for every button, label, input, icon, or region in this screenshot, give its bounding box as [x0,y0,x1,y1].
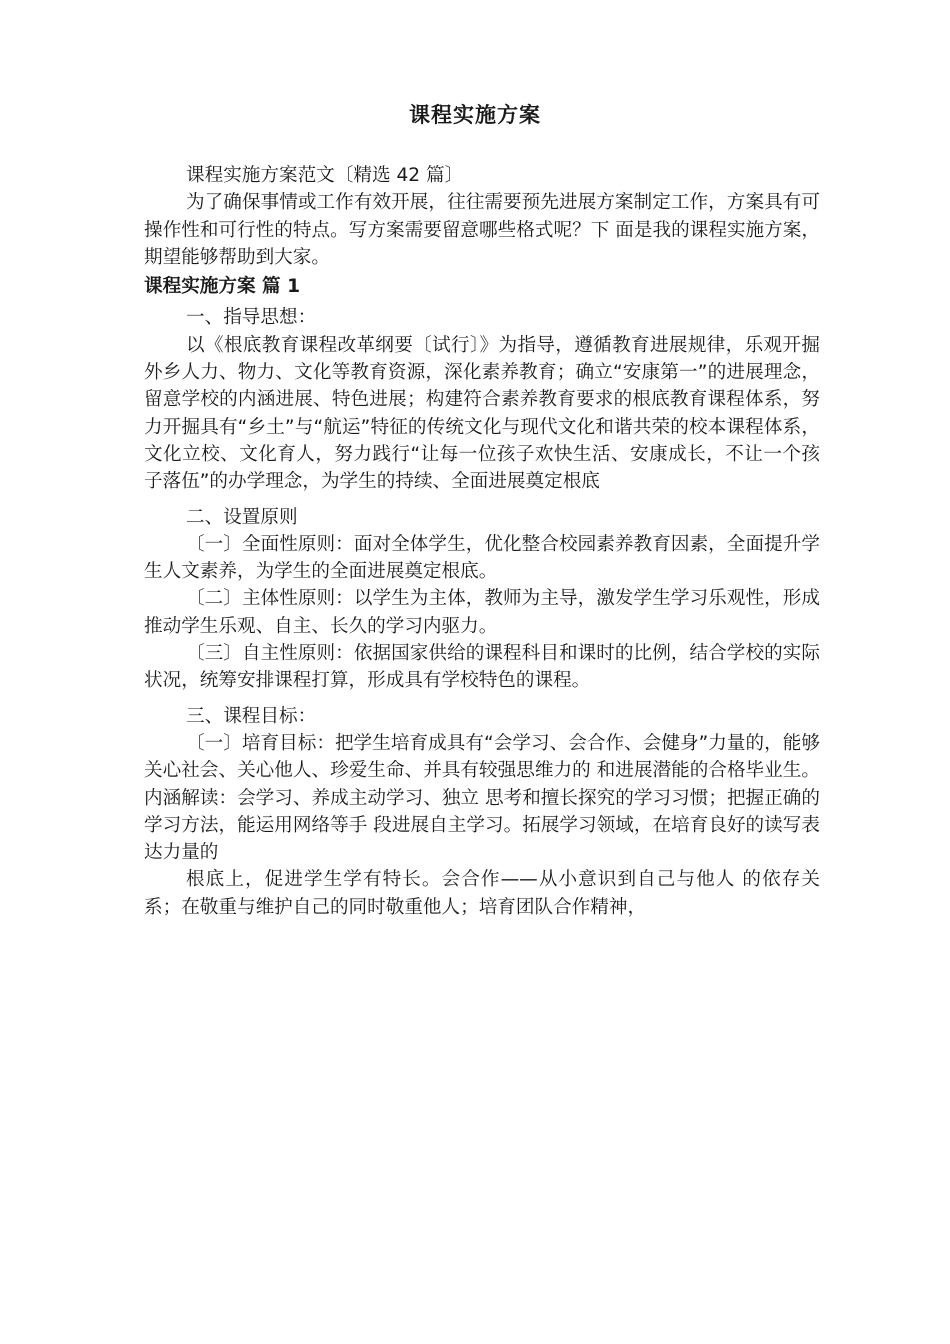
subtitle-paragraph: 课程实施方案范文〔精选 42 篇〕 [186,165,464,186]
goal-1-paragraph: 〔一〕培育目标：把学生培育成具有“会学习、会合作、会健身”力量的，能够关心社会、关心他人、珍爱生命、并具有较强思维力的 和进展潜能的合格毕业生。内涵解读：会学习、养成主动学习、独立 思考和擅长探究的学习习惯；把握正确的学习方法，能运用网络等手 段进展自主学习。拓展学习领域，在培育良好的读写表达力量的 [144,732,820,864]
document-title: 课程实施方案 [409,103,541,127]
principles-heading: 二、设置原则 [186,506,298,528]
document-body [144,162,820,921]
goal-1-continued-paragraph: 根底上，促进学生学有特长。会合作——从小意识到自己与他人 的依存关系；在敬重与维护自己的同时敬重他人；培育团队合作精神， [144,869,820,918]
intro-paragraph: 为了确保事情或工作有效开展，往往需要预先进展方案制定工作，方案具有可操作性和可行性的特点。写方案需要留意哪些格式呢？下 面是我的课程实施方案，期望能够帮助到大家。 [144,192,820,268]
principle-2-paragraph: 〔二〕主体性原则：以学生为主体，教师为主导，激发学生学习乐观性，形成推动学生乐观、自主、长久的学习内驱力。 [144,588,820,637]
principle-1-paragraph: 〔一〕全面性原则：面对全体学生，优化整合校园素养教育因素，全面提升学生人文素养，为学生的全面进展奠定根底。 [144,533,820,583]
guiding-thought-heading: 一、指导思想： [186,307,317,329]
principle-3-paragraph: 〔三〕自主性原则：依据国家供给的课程科目和课时的比例，结合学校的实际状况，统筹安排课程打算，形成具有学校特色的课程。 [144,643,820,692]
guiding-thought-paragraph: 以《根底教育课程改革纲要〔试行〕》为指导，遵循教育进展规律，乐观开掘外乡人力、物力、文化等教育资源，深化素养教育；确立“安康第一”的进展理念，留意学校的内涵进展、特色进展；构建符合素养教育要求的根底教育课程体系，努力开掘具有“乡土”与“航运”特征的传统文化与现代文化和谐共荣的校本课程体系，文化立校、文化育人，努力践行“让每一位孩子欢快生活、安康成长，不让一个孩子落伍”的办学理念，为学生的持续、全面进展奠定根底 [144,334,820,493]
section-heading: 课程实施方案 篇 1 [144,276,301,298]
goals-heading: 三、课程目标： [186,705,317,727]
